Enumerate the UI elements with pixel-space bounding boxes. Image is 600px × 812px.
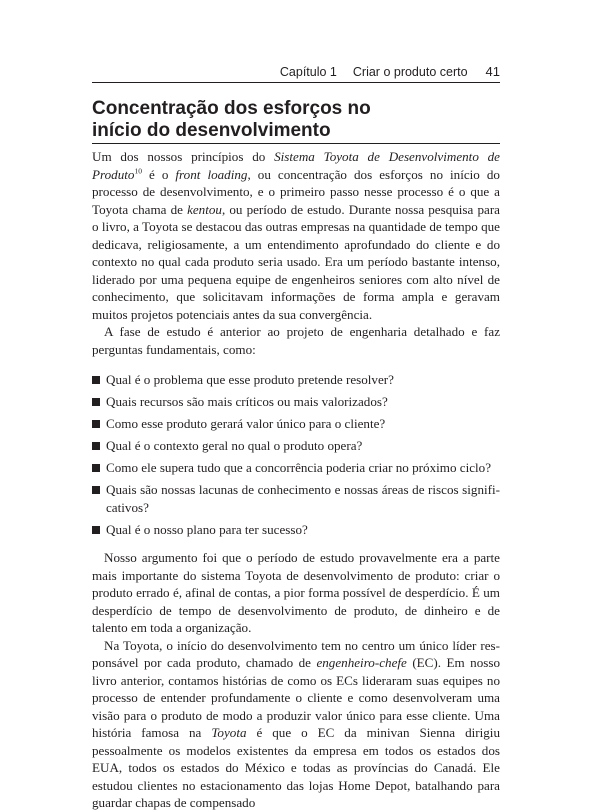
- question-list: [92, 371, 500, 538]
- text-run: é que o EC da minivan Sienna dirigiu pessoalmente os modelos existentes da empresa em todos os estados dos EUA, todos os estados do México e todas as províncias do Canadá. Ele estudou clientes no estacionamento das lojas Home Depot, batalhando para guardar chapas de compensado: [92, 725, 500, 810]
- text-run: Na Toyota, o início do desenvolvimento tem no centro um único líder responsável por cada produto, chamado de: [92, 637, 500, 670]
- text-run: Um dos nossos princípios do: [92, 149, 275, 164]
- square-bullet-icon: [92, 486, 100, 494]
- text-run: é o: [141, 166, 176, 182]
- list-item: [92, 371, 500, 389]
- list-item-text: Qual é o nosso plano para ter sucesso?: [106, 521, 308, 537]
- text-run: (EC). Em nosso livro anterior, contamos histórias de como os ECs lideraram suas equipes no processo de entender profundamente o cliente e como desenvolveram uma visão para o produto de modo a produzir valor único para esse cliente. Uma história famosa na: [92, 655, 500, 740]
- body-text: [92, 148, 500, 812]
- list-item: [92, 459, 500, 477]
- square-bullet-icon: [92, 464, 100, 472]
- list-item-text: Quais são nossas lacunas de conhecimento e nossas áreas de riscos significativos?: [106, 482, 500, 515]
- list-item: [92, 415, 500, 433]
- list-item: [92, 437, 500, 455]
- running-header: [92, 64, 500, 79]
- text-run: , ou período de estudo. Durante nossa pesquisa para o livro, a Toyota se destacou das outras empresas na quantidade de tempo que dedicava, religiosamente, a um entendimento aprofundado do cliente e do contexto no qual cada produto seria usado. Era um período bastante intenso, liderado por uma pequena equipe de engenheiros seniores com alto nível de conhecimento, que solicitavam informações de forma ampla e geravam muitos projetos potenciais antes da sua convergência.: [92, 201, 500, 322]
- italic-run: front loading: [175, 166, 248, 182]
- footnote-ref: 10: [134, 166, 142, 176]
- list-item-text: Quais recursos são mais críticos ou mais valorizados?: [106, 394, 388, 409]
- list-item-text: Como ele supera tudo que a concorrência poderia criar no próximo ciclo?: [106, 460, 492, 475]
- square-bullet-icon: [92, 526, 100, 534]
- italic-run: engenheiro-chefe: [316, 655, 407, 670]
- list-item-text: Qual é o problema que esse produto pretende resolver?: [106, 372, 394, 387]
- paragraph-4: [92, 637, 500, 812]
- header-rule: [92, 82, 500, 83]
- paragraph-3: Nosso argumento foi que o período de estudo provavelmente era a parte mais importante do sistema Toyota de desenvolvimento de produto: criar o produto errado é, afinal de contas, a pior forma possível de desperdício. É um desperdício de tempo de desenvolvimento de produto, de dinheiro e de talento em toda a organização.: [92, 550, 500, 635]
- list-item-text: Como esse produto gerará valor único para o cliente?: [106, 416, 386, 431]
- list-item: [92, 481, 500, 516]
- title-rule: [92, 143, 500, 144]
- italic-run: kentou: [187, 201, 222, 217]
- page-number: 41: [485, 64, 500, 79]
- paragraph-2: A fase de estudo é anterior ao projeto de engenharia detalhado e faz perguntas fundamentais, como:: [92, 324, 500, 357]
- paragraph-1: [92, 148, 500, 323]
- section-title-line-2: início do desenvolvimento: [92, 120, 331, 141]
- section-title: [92, 98, 500, 142]
- section-title-line-1: Concentração dos esforços no: [92, 98, 371, 119]
- square-bullet-icon: [92, 376, 100, 384]
- chapter-label: Capítulo 1: [279, 65, 337, 79]
- text-run: , ou concentração dos esforços no início do processo de desenvolvimento, e o primeiro passo nesse processo é o que a Toyota chama de: [92, 166, 500, 217]
- italic-run: Sistema Toyota de Desenvolvimento de Produto: [92, 149, 500, 182]
- square-bullet-icon: [92, 442, 100, 450]
- italic-run: Toyota: [211, 725, 247, 740]
- square-bullet-icon: [92, 398, 100, 406]
- list-item-text: Qual é o contexto geral no qual o produto opera?: [106, 438, 363, 453]
- chapter-title: Criar o produto certo: [352, 65, 468, 79]
- list-item: [92, 521, 500, 539]
- list-item: [92, 393, 500, 411]
- square-bullet-icon: [92, 420, 100, 428]
